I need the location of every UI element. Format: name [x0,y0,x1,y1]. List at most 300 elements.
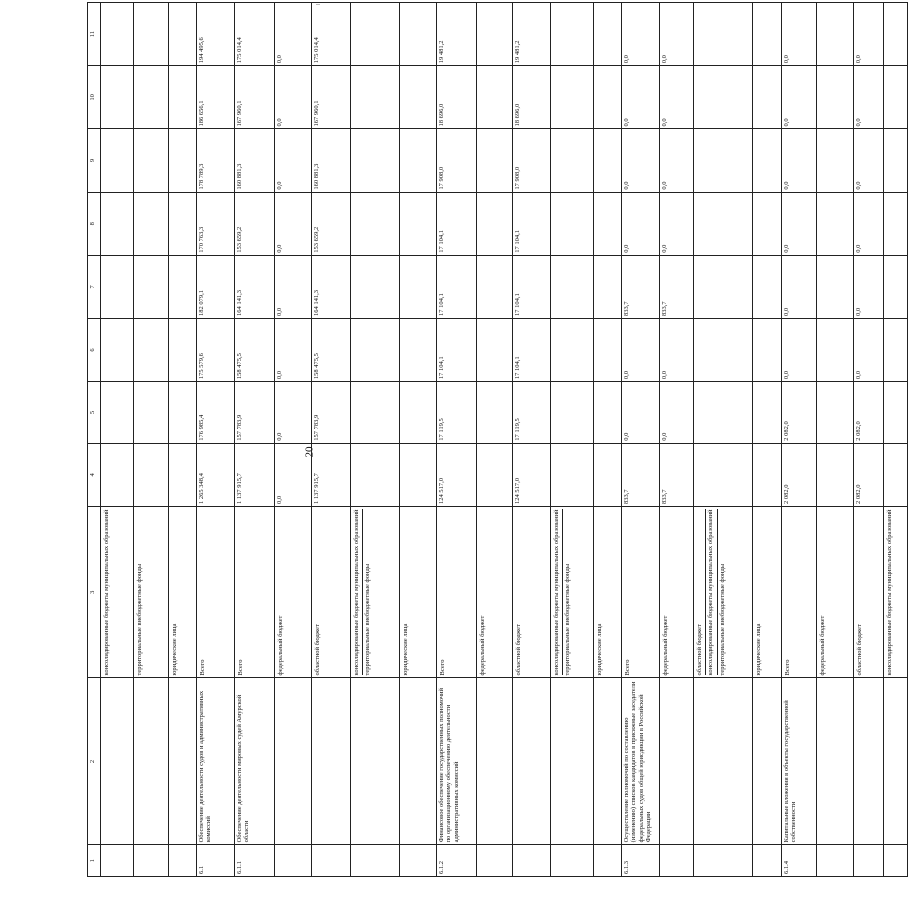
value-cell: 0,0 [660,66,694,129]
value-cell: 0,0 [275,66,312,129]
table-row [551,3,594,877]
rotated-table-frame [87,2,893,877]
row-number-cell [694,845,753,877]
value-cell [817,129,854,192]
row-name-cell [753,678,782,845]
value-cell: 17 908,0 [437,129,477,192]
value-cell: 833,7 [622,255,660,318]
row-name-cell [513,678,551,845]
value-cell [134,3,169,66]
value-cell: 124 517,0 [437,443,477,506]
table-row [884,3,908,877]
header-cell: 10 [88,66,101,129]
value-cell: 175 579,6 [197,318,235,381]
value-cell [753,192,782,255]
value-cell [817,382,854,444]
value-cell [169,318,197,381]
value-cell: 186 656,1 [197,66,235,129]
value-cell: 0,0 [854,3,884,66]
value-cell: 164 141,3 [235,255,275,318]
value-cell [594,129,622,192]
table-row [275,3,312,877]
value-cell: 0,0 [275,192,312,255]
row-name-cell [594,678,622,845]
row-number-cell [169,845,197,877]
value-cell: 0,0 [854,66,884,129]
value-cell [134,255,169,318]
value-cell [477,192,513,255]
value-cell: 833,7 [660,443,694,506]
value-cell [169,3,197,66]
value-cell [594,318,622,381]
table-row [197,3,235,877]
value-cell: 0,0 [782,318,817,381]
row-number-cell [275,845,312,877]
row-name-cell [694,678,753,845]
value-cell: 18 696,0 [513,66,551,129]
table-row [694,3,753,877]
table-row [351,3,400,877]
value-cell: 175 014,4 [312,3,351,66]
value-cell: 157 783,9 [312,382,351,444]
value-cell [169,129,197,192]
value-cell: 1 265 348,4 [197,443,235,506]
table-row [817,3,854,877]
source-cell [134,506,169,677]
value-cell [753,443,782,506]
value-cell [594,3,622,66]
value-cell [400,66,437,129]
row-number-cell [101,845,134,877]
row-number-cell [134,845,169,877]
value-cell: 2 082,0 [782,382,817,444]
value-cell: 0,0 [622,318,660,381]
value-cell [884,3,908,66]
source-cell [312,506,351,677]
value-cell: 0,0 [782,192,817,255]
value-cell [694,318,753,381]
row-number-cell: 6.1.1 [235,845,275,877]
source-line: консолидированные бюджеты муниципальных образований [103,509,110,676]
value-cell [884,66,908,129]
table-row [660,3,694,877]
source-line: Всего [624,659,631,676]
value-cell [477,3,513,66]
header-cell: 8 [88,192,101,255]
value-cell [101,318,134,381]
source-cell [753,506,782,677]
source-cell [400,506,437,677]
source-cell [437,506,477,677]
value-cell [694,3,753,66]
source-line: Всего [199,659,206,676]
value-cell [134,318,169,381]
value-cell: 17 104,1 [513,255,551,318]
row-name-cell [400,678,437,845]
source-line: территориальные внебюджетные фонды [718,563,726,676]
value-cell [134,382,169,444]
value-cell: 17 119,5 [437,382,477,444]
source-cell [513,506,551,677]
value-cell [101,66,134,129]
value-cell [594,443,622,506]
source-line: юридические лица [596,623,603,676]
value-cell: 2 082,0 [782,443,817,506]
value-cell [101,382,134,444]
header-cell: 2 [88,678,101,845]
header-cell: 1 [88,845,101,877]
row-name-cell: Осуществление полномочий по составлению (изменению) списков кандидатов в присяжные заседатели федеральных судов общей юрисдикции в Российской Федерации [622,678,660,845]
source-cell [551,506,594,677]
value-cell: 167 960,1 [235,66,275,129]
row-name-cell [884,678,908,845]
table-row [753,3,782,877]
value-cell: 0,0 [782,129,817,192]
row-name-cell [312,678,351,845]
row-name-cell [660,678,694,845]
source-line: областной бюджет [314,624,321,676]
value-cell [351,129,400,192]
value-cell [594,382,622,444]
value-cell [101,255,134,318]
value-cell [817,3,854,66]
source-line: федеральный бюджет [479,615,486,676]
table-row [622,3,660,877]
value-cell: 0,0 [660,3,694,66]
value-cell [884,192,908,255]
value-cell [477,382,513,444]
value-cell [477,443,513,506]
source-cell [694,506,753,677]
value-cell: 0,0 [275,382,312,444]
budget-table [87,2,908,877]
source-cell [594,506,622,677]
row-number-cell [400,845,437,877]
value-cell [351,3,400,66]
value-cell: 833,7 [660,255,694,318]
value-cell: 0,0 [622,129,660,192]
value-cell: 17 119,5 [513,382,551,444]
source-cell [101,506,134,677]
table-row [169,3,197,877]
row-number-cell [660,845,694,877]
value-cell: 175 014,4 [235,3,275,66]
value-cell [694,443,753,506]
value-cell: 2 082,0 [854,443,884,506]
row-name-cell [477,678,513,845]
value-cell: 17 104,1 [437,318,477,381]
value-cell [594,192,622,255]
page-number: 20 [303,446,316,458]
source-cell [197,506,235,677]
value-cell: 1 137 915,7 [312,443,351,506]
header-cell: 5 [88,382,101,444]
value-cell: 0,0 [782,3,817,66]
value-cell [351,66,400,129]
row-name-cell [854,678,884,845]
value-cell [551,192,594,255]
row-number-cell: 6.1.4 [782,845,817,877]
value-cell: 0,0 [854,192,884,255]
value-cell [169,66,197,129]
value-cell [101,129,134,192]
value-cell [551,443,594,506]
value-cell [694,129,753,192]
source-line: федеральный бюджет [277,615,284,676]
source-line: территориальные внебюджетные фонды [564,563,572,676]
row-number-cell: 6.1.3 [622,845,660,877]
source-cell [622,506,660,677]
value-cell [400,192,437,255]
source-line: областной бюджет [515,624,522,676]
value-cell [400,318,437,381]
source-line: областной бюджет [695,509,706,675]
row-number-cell [351,845,400,877]
source-line: территориальные внебюджетные фонды [364,563,372,676]
value-cell [351,318,400,381]
source-cell [817,506,854,677]
value-cell [134,443,169,506]
row-number-cell [513,845,551,877]
value-cell: 2 082,0 [854,382,884,444]
value-cell [400,443,437,506]
row-number-cell [753,845,782,877]
value-cell: 0,0 [275,129,312,192]
value-cell: 0,0 [275,443,312,506]
value-cell [884,318,908,381]
value-cell [351,192,400,255]
header-cell: 9 [88,129,101,192]
value-cell: 0,0 [275,318,312,381]
value-cell [817,318,854,381]
value-cell: 0,0 [622,3,660,66]
source-line: юридические лица [402,623,409,676]
source-line: консолидированные бюджеты муниципальных образований [706,509,717,675]
value-cell: 0,0 [622,192,660,255]
value-cell: 0,0 [660,192,694,255]
value-cell: 160 881,3 [312,129,351,192]
value-cell [753,382,782,444]
header-cell: 3 [88,506,101,677]
value-cell [753,129,782,192]
value-cell: 19 481,2 [513,3,551,66]
value-cell [753,318,782,381]
source-line: юридические лица [171,623,178,676]
value-cell: 18 696,0 [437,66,477,129]
value-cell [884,255,908,318]
row-number-cell [884,845,908,877]
source-line: областной бюджет [856,624,863,676]
value-cell: 153 659,2 [235,192,275,255]
table-row [235,3,275,877]
table-row [513,3,551,877]
value-cell [551,3,594,66]
value-cell [694,382,753,444]
value-cell [753,255,782,318]
value-cell: 19 481,2 [437,3,477,66]
source-cell [854,506,884,677]
table-row [854,3,884,877]
value-cell: 17 104,1 [437,192,477,255]
value-cell [134,66,169,129]
value-cell [551,255,594,318]
value-cell [351,443,400,506]
value-cell [817,255,854,318]
value-cell: 167 960,1 [312,66,351,129]
value-cell [477,129,513,192]
source-line: Всего [439,659,446,676]
value-cell [551,129,594,192]
value-cell: 17 104,1 [513,192,551,255]
value-cell [351,382,400,444]
table-row [101,3,134,877]
value-cell [134,192,169,255]
row-name-cell [275,678,312,845]
value-cell [169,255,197,318]
value-cell: 0,0 [660,318,694,381]
row-number-cell [594,845,622,877]
row-number-cell: 6.1.2 [437,845,477,877]
source-cell [477,506,513,677]
value-cell [817,443,854,506]
value-cell [101,3,134,66]
source-line: территориальные внебюджетные фонды [136,563,143,676]
value-cell: 0,0 [622,382,660,444]
value-cell: 0,0 [854,129,884,192]
row-name-cell [351,678,400,845]
value-cell [101,443,134,506]
value-cell: 178 789,3 [197,129,235,192]
value-cell: 182 079,1 [197,255,235,318]
value-cell: 158 475,5 [312,318,351,381]
table-row [594,3,622,877]
value-cell [169,443,197,506]
value-cell: 160 881,3 [235,129,275,192]
row-number-cell [817,845,854,877]
table-row [312,3,351,877]
source-line: консолидированные бюджеты муниципальных образований [552,509,563,675]
value-cell: 0,0 [622,66,660,129]
value-cell [400,129,437,192]
row-name-cell [169,678,197,845]
value-cell [134,129,169,192]
row-name-cell [134,678,169,845]
table-row [400,3,437,877]
source-line: консолидированные бюджеты муниципальных образований [886,509,893,676]
value-cell: 158 475,5 [235,318,275,381]
value-cell [169,192,197,255]
value-cell: 0,0 [854,255,884,318]
value-cell: 194 495,6 [197,3,235,66]
value-cell: 17 908,0 [513,129,551,192]
table-row [437,3,477,877]
source-line: Всего [784,659,791,676]
row-name-cell [817,678,854,845]
header-cell: 11 [88,3,101,66]
source-cell [235,506,275,677]
source-line: федеральный бюджет [662,615,669,676]
value-cell [694,192,753,255]
value-cell [400,255,437,318]
value-cell: 0,0 [660,129,694,192]
value-cell [884,382,908,444]
value-cell [351,255,400,318]
header-cell: 7 [88,255,101,318]
value-cell [400,3,437,66]
value-cell [884,129,908,192]
source-line: юридические лица [755,623,762,676]
source-cell [275,506,312,677]
table-header-row [88,3,101,877]
row-name-cell: Обеспечение деятельности мировых судей Амурской области [235,678,275,845]
row-name-cell [551,678,594,845]
value-cell [694,255,753,318]
table-row [782,3,817,877]
value-cell: 176 985,4 [197,382,235,444]
value-cell [400,382,437,444]
value-cell [753,3,782,66]
value-cell [477,255,513,318]
value-cell: 153 659,2 [312,192,351,255]
value-cell [884,443,908,506]
value-cell [753,66,782,129]
value-cell: 0,0 [275,255,312,318]
header-cell: 6 [88,318,101,381]
row-name-cell [101,678,134,845]
table-body [88,3,908,877]
value-cell [594,255,622,318]
value-cell [551,66,594,129]
source-cell [351,506,400,677]
source-line: Всего [237,659,244,676]
value-cell [551,318,594,381]
value-cell: 157 783,9 [235,382,275,444]
value-cell: 0,0 [660,382,694,444]
table-row [134,3,169,877]
row-number-cell [312,845,351,877]
value-cell: 0,0 [275,3,312,66]
row-number-cell [854,845,884,877]
table-row [477,3,513,877]
header-cell: 4 [88,443,101,506]
value-cell: 0,0 [854,318,884,381]
row-name-cell: Капитальные вложения в объекты государственной собственности [782,678,817,845]
value-cell: 0,0 [782,66,817,129]
value-cell: 164 141,3 [312,255,351,318]
value-cell: 124 517,0 [513,443,551,506]
source-line: консолидированные бюджеты муниципальных образований [352,509,363,675]
row-number-cell [551,845,594,877]
value-cell: 1 137 915,7 [235,443,275,506]
value-cell [594,66,622,129]
value-cell [817,66,854,129]
value-cell: 0,0 [782,255,817,318]
row-number-cell [477,845,513,877]
row-name-cell: Финансовое обеспечение государственных полномочий по организационному обеспечению деятельности административных комиссий [437,678,477,845]
value-cell [477,318,513,381]
source-cell [660,506,694,677]
value-cell: 170 763,3 [197,192,235,255]
source-line: федеральный бюджет [819,615,826,676]
value-cell [169,382,197,444]
value-cell: 17 104,1 [513,318,551,381]
row-name-cell: Обеспечение деятельности судов и административных комиссий [197,678,235,845]
value-cell: 17 104,1 [437,255,477,318]
value-cell [551,382,594,444]
value-cell: 833,7 [622,443,660,506]
value-cell [817,192,854,255]
source-cell [169,506,197,677]
